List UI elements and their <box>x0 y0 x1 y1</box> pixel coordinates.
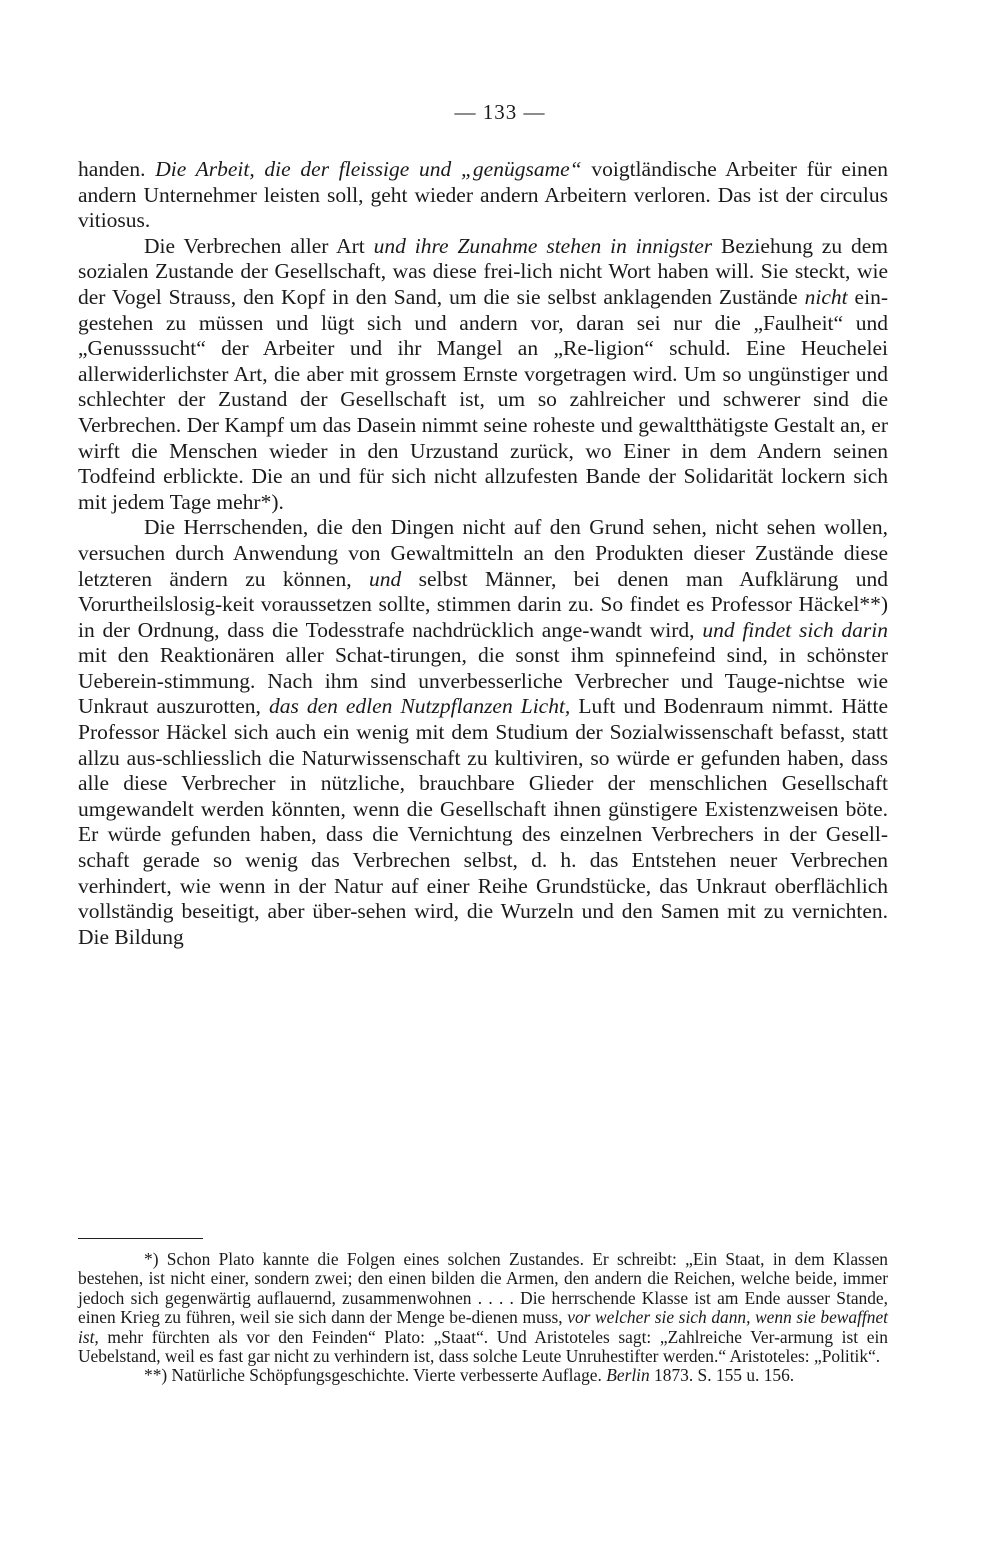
text-run: Beziehung zu dem sozialen Zustande der Gesellschaft, was diese frei-lich nicht Wort haben will. Sie steckt, wie der Vogel Strauss, den Kopf in den Sand, um die sie selbst anklagenden Zustände <box>78 233 888 309</box>
text-run: *) Schon Plato kannte die Folgen eines solchen Zustandes. Er schreibt: „Ein Staat, in dem Klassen bestehen, ist nicht einer, sondern zwei; den einen bilden die Armen, den andern die Reichen, welche beide, immer jedoch sich gegenwärtig auflauernd, zusammenwohnen . . . . Die herrschende Klasse ist am Ende ausser Stande, einen Krieg zu führen, weil sie sich dann der Menge be-dienen muss, <box>78 1249 888 1328</box>
text-run: Die Herrschenden, die den Dingen nicht auf den Grund sehen, nicht sehen wollen, versuchen durch Anwendung von Gewaltmitteln an den Produkten dieser Zustände diese letzteren ändern zu können, <box>78 515 888 591</box>
text-run: selbst Männer, bei denen man Aufklärung und Vorurtheilslosig-keit voraussetzen sollte, stimmen darin zu. So findet es Professor Häckel**) in der Ordnung, dass die Todesstrafe nachdrücklich ange-wandt wird, <box>78 566 888 642</box>
main-text <box>78 157 888 950</box>
paragraph-3 <box>78 515 888 950</box>
text-run: handen. <box>78 157 156 181</box>
text-run: Die Verbrechen aller Art <box>144 233 374 258</box>
italic-run: Berlin <box>606 1365 650 1386</box>
italic-run: nicht <box>804 284 848 309</box>
italic-run: und findet sich darin <box>702 617 889 642</box>
text-run: **) Natürliche Schöpfungsgeschichte. Vierte verbesserte Auflage. <box>144 1365 607 1386</box>
page-number: — 133 — <box>454 100 546 124</box>
footnotes <box>78 1250 888 1386</box>
italic-run: Die Arbeit, die der fleissige und „genügsame“ <box>155 157 582 181</box>
text-run: Luft und Bodenraum nimmt. Hätte Professor Häckel sich auch ein wenig mit dem Studium der Sozialwissenschaft befasst, statt allzu aus-schliesslich die Naturwissenschaft zu kultiviren, so würde er gefunden haben, dass alle diese Verbrecher in nützliche, brauchbare Glieder der menschlichen Gesellschaft umgewandelt werden könnten, wenn die Gesellschaft ihnen günstigere Existenzweisen böte. Er würde gefunden haben, dass die Vernichtung des einzelnen Verbrechers in der Gesell-schaft gerade so wenig das Verbrechen selbst, d. h. das Entstehen neuer Verbrechen verhindert, wie wenn in der Natur auf einer Reihe Grundstücke, das Unkraut oberflächlich vollständig beseitigt, aber über-sehen wird, die Wurzeln und den Samen mit zu vernichten. Die Bildung <box>78 694 889 949</box>
italic-run: und <box>368 566 402 591</box>
footnote-1 <box>78 1250 888 1366</box>
italic-run: vor welcher sie sich dann, wenn sie bewaffnet ist, <box>78 1307 888 1347</box>
italic-run: und ihre Zunahme stehen in innigster <box>373 233 713 258</box>
text-run: 1873. S. 155 u. 156. <box>649 1365 795 1386</box>
paragraph-1 <box>78 157 888 234</box>
paragraph-2 <box>78 234 888 516</box>
italic-run: das den edlen Nutzpflanzen Licht, <box>268 694 571 719</box>
footnote-divider <box>78 1238 203 1239</box>
text-run: ein-gestehen zu müssen und lügt sich und andern vor, daran sei nur die „Faulheit“ und „Genusssucht“ der Arbeiter und ihr Mangel an „Re-ligion“ schuld. Eine Heuchelei allerwiderlichster Art, die aber mit grossem Ernste vorgetragen wird. Um so ungünstiger und schlechter der Zustand der Gesellschaft ist, um so zahlreicher und schwerer sind die Verbrechen. Der Kampf um das Dasein nimmt seine roheste und gewaltthätigste Gestalt an, er wirft die Menschen wieder in den Urzustand zurück, wo Einer in dem Andern seinen Todfeind erblickte. Die an und für sich nicht allzufesten Bande der Solidarität lockern sich mit jedem Tage mehr*). <box>78 284 888 514</box>
text-run: mit den Reaktionären aller Schat-tirungen, die sonst ihm spinnefeind sind, in schönster Ueberein-stimmung. Nach ihm sind unverbesserliche Verbrecher und Tauge-nichtse wie Unkraut auszurotten, <box>78 643 888 719</box>
text-run: mehr fürchten als vor den Feinden“ Plato: „Staat“. Und Aristoteles sagt: „Zahlreiche Ver-armung ist ein Uebelstand, weil es fast gar nicht zu verhindern ist, dass solche Leute Unruhestifter werden.“ Aristoteles: „Politik“. <box>78 1326 888 1367</box>
footnote-2 <box>78 1366 888 1385</box>
text-run: voigtländische Arbeiter für einen andern Unternehmer leisten soll, geht wieder andern Arbeitern verloren. Das ist der circulus vitiosus. <box>78 157 888 233</box>
